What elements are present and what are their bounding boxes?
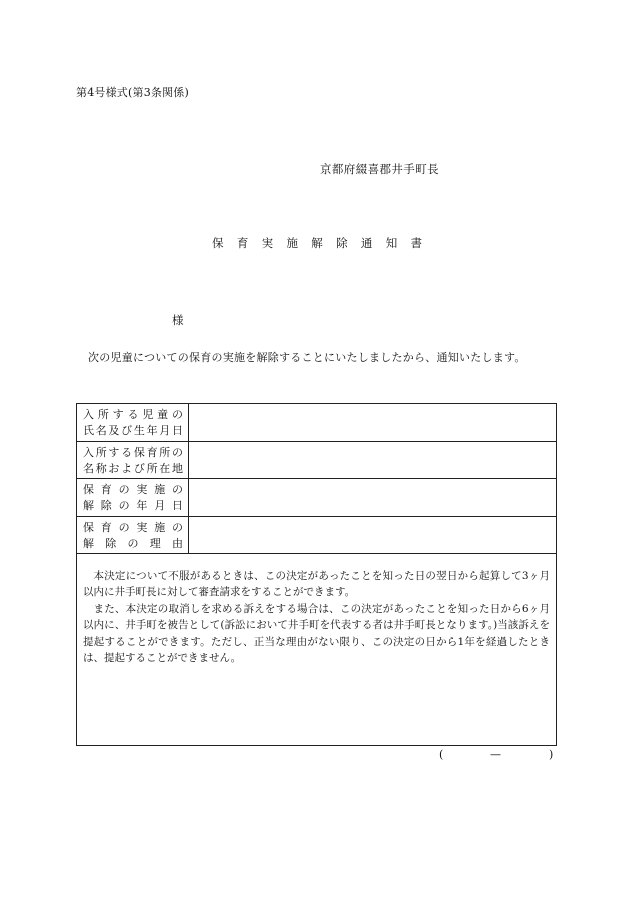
row-label-line: 入所する児童の [83, 408, 183, 421]
title-char: 知 [385, 236, 398, 250]
title-char: 除 [336, 236, 348, 250]
form-number: 第4号様式(第3条関係) [76, 86, 189, 99]
row-label [77, 479, 189, 516]
row-label [77, 404, 189, 441]
row-label-line: 名称および所在地 [83, 461, 183, 475]
row-label-line: 入所する保育所の [83, 445, 183, 459]
row-label-line: 保育の実施の [83, 483, 183, 496]
document-title [212, 235, 422, 251]
appeal-notice [77, 554, 556, 666]
reference-open-paren: ( [439, 748, 444, 761]
title-char: 育 [236, 236, 249, 250]
title-char: 施 [286, 236, 298, 250]
row-label [77, 517, 189, 554]
table-row-child [77, 404, 556, 442]
table-row-nursery [77, 442, 556, 480]
release-reason-field[interactable] [189, 517, 556, 554]
child-name-birthdate-field[interactable] [189, 404, 556, 441]
reference-close-paren: ) [549, 748, 554, 761]
row-label-line: 解除の理由 [83, 536, 183, 550]
title-char: 通 [360, 236, 373, 250]
row-label-line: 氏名及び生年月日 [83, 424, 183, 437]
appeal-notice-paragraph: 本決定について不服があるときは、この決定があったことを知った日の翌日から起算して3ヶ月以内に井手町長に対して審査請求をすることができます。 [83, 570, 550, 599]
title-char: 書 [410, 236, 422, 250]
table-row-release-date [77, 479, 556, 517]
release-date-field[interactable] [189, 479, 556, 516]
appeal-notice-paragraph: また、本決定の取消しを求める訴えをする場合は、この決定があったことを知った日から6ヶ月以内に、井手町を被告として(訴訟において井手町を代表する者は井手町長となります。)当該訴えを提起することができます。ただし、正当な理由がない限り、この決定の日から1年を経過したときは、提起することができません。 [83, 602, 550, 665]
title-char: 解 [311, 236, 323, 250]
intro-text: 次の児童についての保育の実施を解除することにいたしましたから、通知いたします。 [88, 351, 526, 364]
addressee-suffix: 様 [172, 313, 184, 327]
title-char: 実 [261, 236, 274, 250]
row-label [77, 442, 189, 479]
reference-dash: — [490, 748, 501, 761]
table-row-release-reason [77, 517, 556, 555]
row-label-line: 解除の年月日 [83, 499, 183, 512]
issuer-name: 京都府綴喜郡井手町長 [320, 162, 439, 176]
title-char: 保 [212, 236, 224, 250]
nursery-name-address-field[interactable] [189, 442, 556, 479]
row-label-line: 保育の実施の [83, 520, 183, 534]
form-table [76, 403, 557, 746]
